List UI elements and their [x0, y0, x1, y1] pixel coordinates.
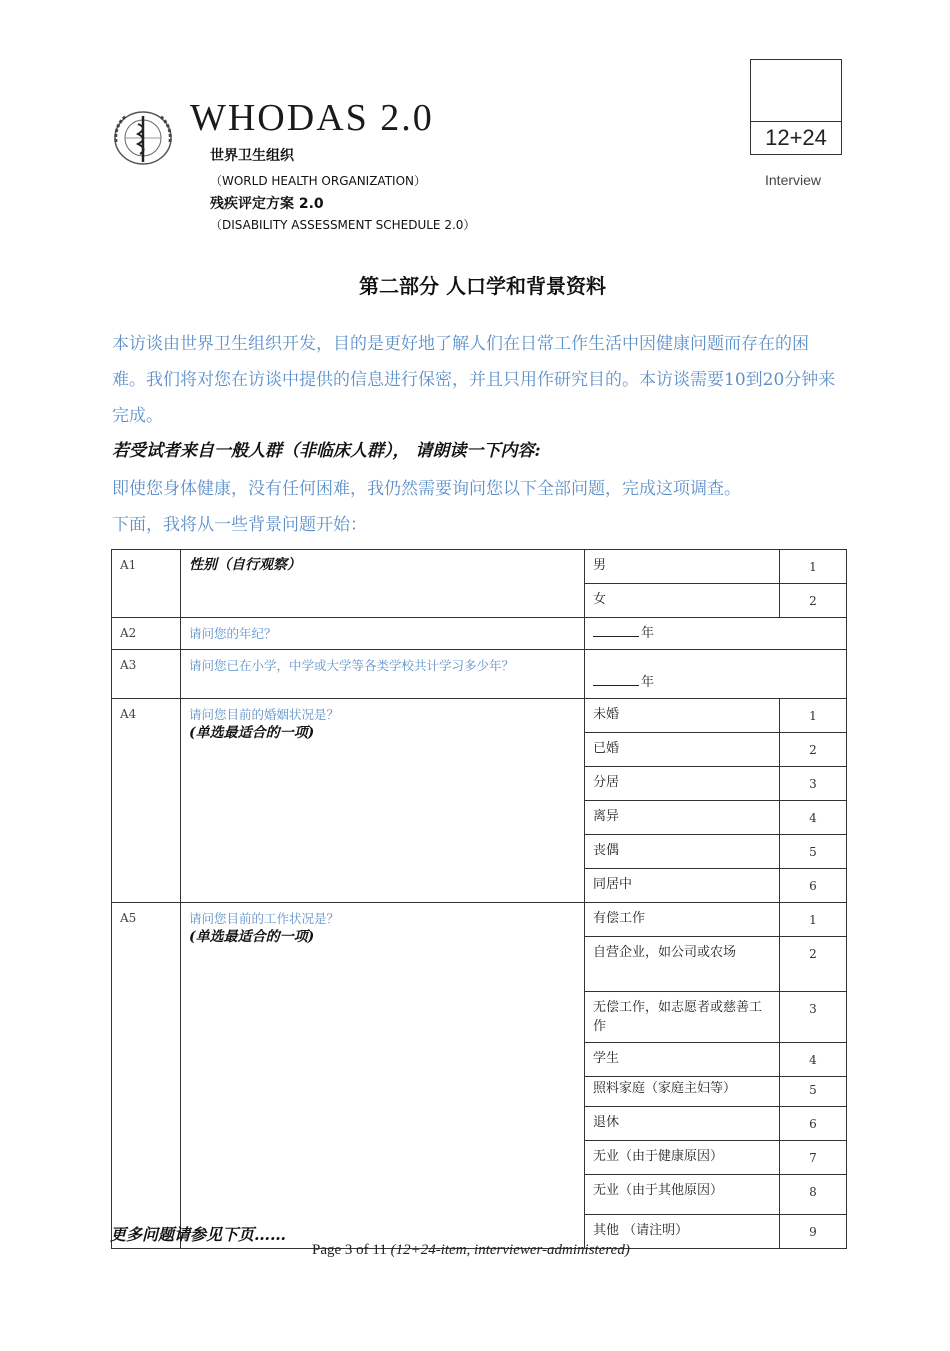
- option-code[interactable]: 1: [780, 550, 847, 584]
- page-footer: [312, 1242, 630, 1259]
- option-code[interactable]: 4: [780, 801, 847, 835]
- read-aloud-line-1: 即使您身体健康，没有任何困难，我仍然需要询问您以下全部问题，完成这项调查。: [112, 479, 741, 499]
- version-label: 12+24: [751, 121, 841, 154]
- option-label[interactable]: 退休: [585, 1107, 780, 1141]
- org-name-en: （WORLD HEALTH ORGANIZATION）: [210, 174, 427, 188]
- question-text: [181, 699, 585, 903]
- question-text: 性别（自行观察）: [181, 550, 585, 618]
- option-label[interactable]: 女: [585, 584, 780, 618]
- option-code[interactable]: 1: [780, 903, 847, 937]
- question-text: 请问您已在小学，中学或大学等各类学校共计学习多少年？: [181, 650, 585, 699]
- table-row: [112, 699, 847, 733]
- option-label[interactable]: 已婚: [585, 733, 780, 767]
- option-code[interactable]: 5: [780, 1077, 847, 1107]
- question-main: 请问您目前的工作状况是？: [189, 911, 340, 926]
- option-code[interactable]: 3: [780, 767, 847, 801]
- option-label[interactable]: 学生: [585, 1043, 780, 1077]
- option-code[interactable]: 9: [780, 1215, 847, 1249]
- option-label[interactable]: 丧偶: [585, 835, 780, 869]
- question-id: A3: [112, 650, 181, 699]
- option-code[interactable]: 1: [780, 699, 847, 733]
- table-row: [112, 550, 847, 584]
- option-code[interactable]: 6: [780, 1107, 847, 1141]
- option-label[interactable]: 分居: [585, 767, 780, 801]
- option-label[interactable]: 自营企业，如公司或农场: [585, 937, 780, 992]
- read-aloud-line-2: 下面，我将从一些背景问题开始：: [112, 515, 367, 535]
- page-number: Page 3 of 11: [312, 1242, 387, 1258]
- option-label[interactable]: 男: [585, 550, 780, 584]
- question-hint: (单选最适合的一项): [189, 929, 315, 945]
- who-emblem-icon: [108, 108, 178, 168]
- continue-note: 更多问题请参见下页……: [110, 1225, 287, 1244]
- version-box: [750, 59, 842, 155]
- unit-label: 年: [641, 675, 655, 690]
- org-name-cn: 世界卫生组织: [210, 148, 294, 164]
- option-label[interactable]: 无偿工作，如志愿者或慈善工作: [585, 992, 780, 1043]
- section-title: 第二部分 人口学和背景资料: [359, 274, 606, 298]
- question-id: A4: [112, 699, 181, 903]
- age-answer-field[interactable]: [585, 618, 847, 650]
- option-label[interactable]: 未婚: [585, 699, 780, 733]
- answer-blank[interactable]: [593, 685, 639, 686]
- scheme-name-en: （DISABILITY ASSESSMENT SCHEDULE 2.0）: [210, 218, 476, 232]
- option-code[interactable]: 4: [780, 1043, 847, 1077]
- option-code[interactable]: 2: [780, 584, 847, 618]
- unit-label: 年: [641, 626, 655, 641]
- question-text: [181, 903, 585, 1249]
- question-hint: (单选最适合的一项): [189, 725, 315, 741]
- instruction-text: 若受试者来自一般人群（非临床人群）， 请朗读一下内容:: [112, 441, 541, 461]
- option-code[interactable]: 6: [780, 869, 847, 903]
- intro-paragraph: 本访谈由世界卫生组织开发，目的是更好地了解人们在日常工作生活中因健康问题而存在的困难。我们将对您在访谈中提供的信息进行保密，并且只用作研究目的。本访谈需要10到20分钟来完成。: [112, 334, 836, 426]
- option-label[interactable]: 离异: [585, 801, 780, 835]
- document-title: WHODAS 2.0: [190, 97, 434, 139]
- question-id: A5: [112, 903, 181, 1249]
- question-id: A1: [112, 550, 181, 618]
- option-code[interactable]: 7: [780, 1141, 847, 1175]
- option-code[interactable]: 2: [780, 937, 847, 992]
- mode-label: Interview: [765, 172, 822, 188]
- scheme-name-cn: 残疾评定方案 2.0: [210, 196, 324, 212]
- table-row: [112, 618, 847, 650]
- option-label[interactable]: 其他 （请注明）: [585, 1215, 780, 1249]
- option-label[interactable]: 无业（由于其他原因）: [585, 1175, 780, 1215]
- footer-description: (12+24-item, interviewer-administered): [390, 1242, 630, 1258]
- option-label[interactable]: 同居中: [585, 869, 780, 903]
- question-text: 请问您的年纪？: [181, 618, 585, 650]
- option-code[interactable]: 3: [780, 992, 847, 1043]
- question-table: [111, 549, 847, 1249]
- table-row: [112, 903, 847, 937]
- option-code[interactable]: 2: [780, 733, 847, 767]
- education-answer-field[interactable]: [585, 650, 847, 699]
- option-code[interactable]: 8: [780, 1175, 847, 1215]
- table-row: [112, 650, 847, 699]
- answer-blank[interactable]: [593, 636, 639, 637]
- question-main: 请问您目前的婚姻状况是？: [189, 707, 340, 722]
- option-code[interactable]: 5: [780, 835, 847, 869]
- option-label[interactable]: 无业（由于健康原因）: [585, 1141, 780, 1175]
- option-label[interactable]: 有偿工作: [585, 903, 780, 937]
- option-label[interactable]: 照料家庭（家庭主妇等）: [585, 1077, 780, 1107]
- question-id: A2: [112, 618, 181, 650]
